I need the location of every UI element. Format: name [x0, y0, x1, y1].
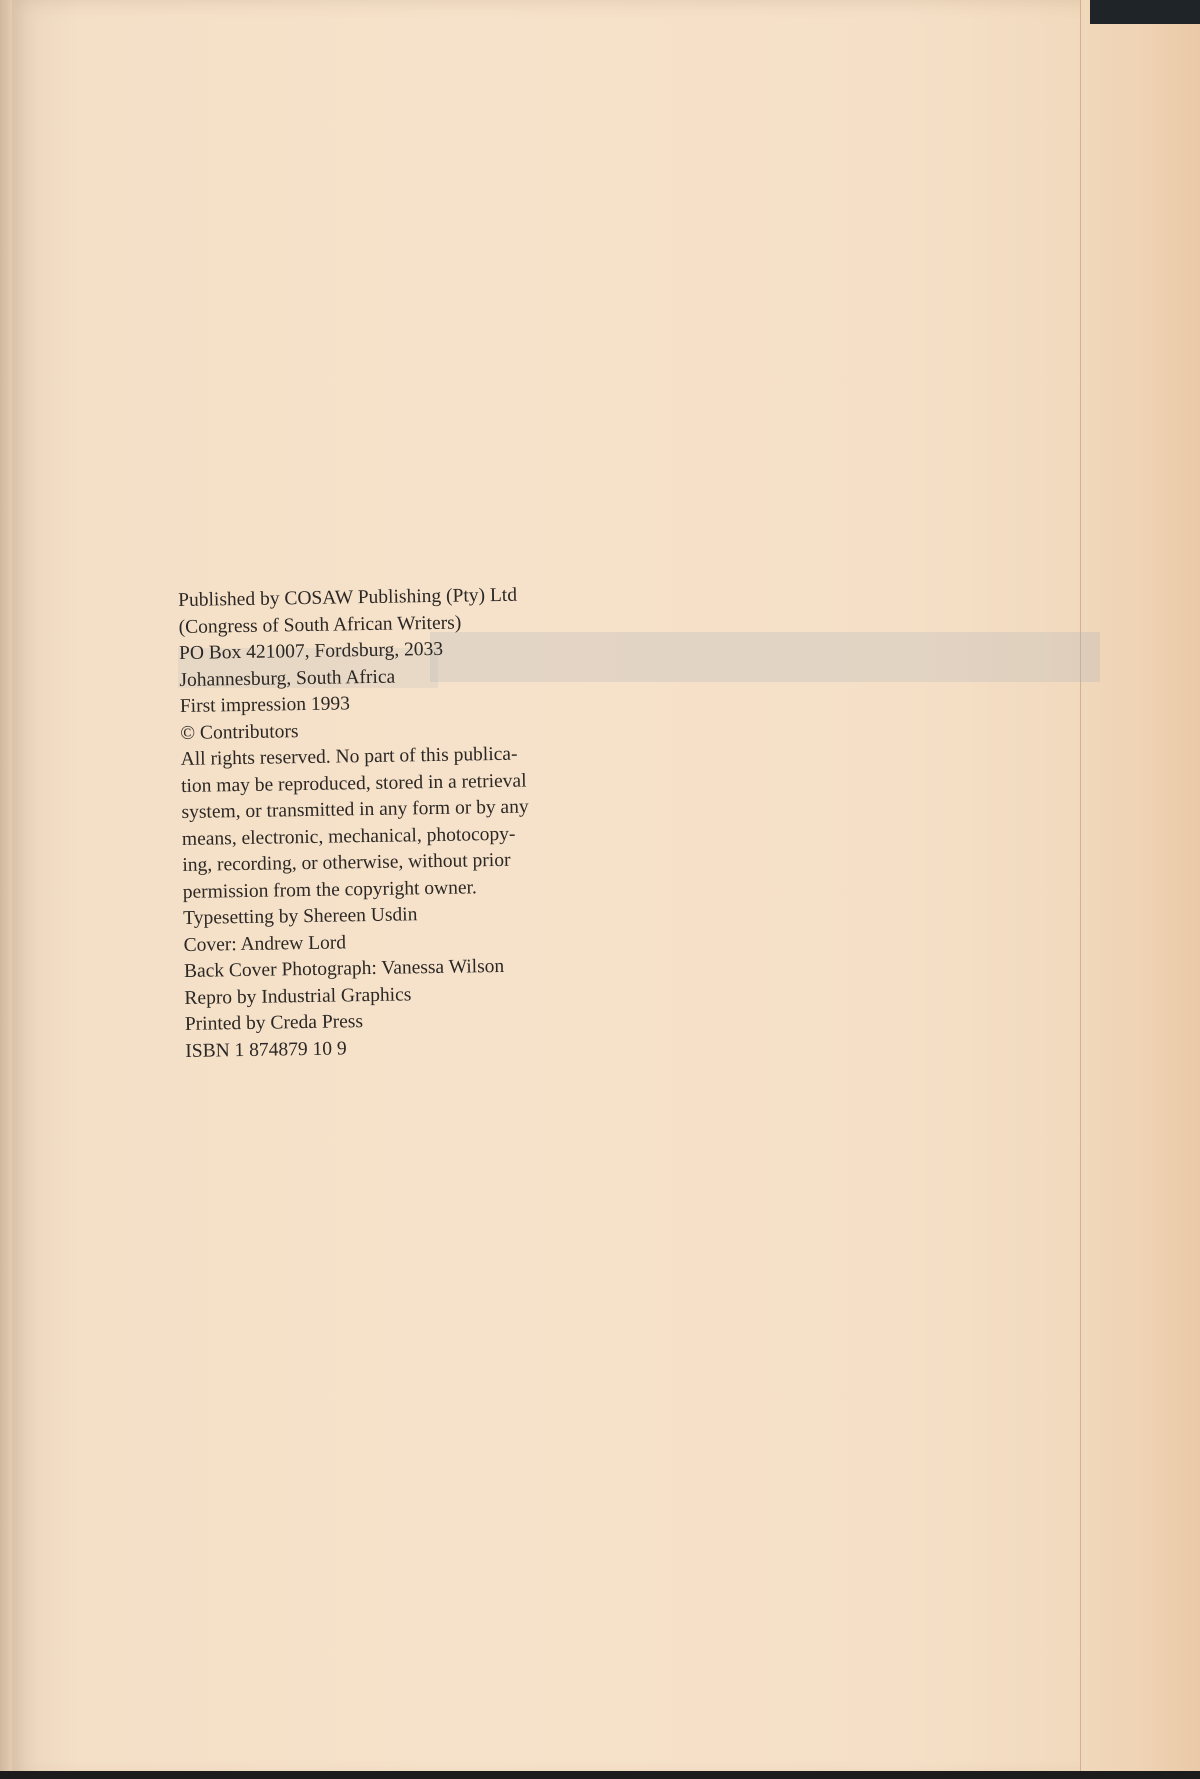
publisher-line: Published by COSAW Publishing (Pty) Ltd [178, 584, 518, 611]
publisher-city: Johannesburg, South Africa [179, 666, 396, 691]
first-impression: First impression 1993 [179, 693, 351, 717]
scan-corner-shadow [1090, 0, 1200, 24]
rights-block [180, 740, 602, 906]
imprint-text [178, 581, 605, 1065]
scan-bottom-shadow [0, 1771, 1200, 1779]
typesetting-credit: Typesetting by Shereen Usdin [183, 904, 418, 929]
cover-credit: Cover: Andrew Lord [183, 931, 347, 956]
rights-line: permission from the copyright owner. [182, 876, 477, 903]
rights-line: means, electronic, mechanical, photocopy- [181, 823, 516, 850]
copyright-notice: © Contributors [180, 720, 299, 744]
publisher-line: (Congress of South African Writers) [178, 612, 462, 638]
rights-line: All rights reserved. No part of this publica- [180, 743, 518, 770]
publisher-block [178, 581, 600, 694]
repro-credit: Repro by Industrial Graphics [184, 983, 412, 1009]
publisher-address: PO Box 421007, Fordsburg, 2033 [178, 638, 444, 664]
production-block [184, 979, 605, 1039]
printer-credit: Printed by Creda Press [184, 1011, 364, 1035]
isbn: ISBN 1 874879 10 9 [185, 1037, 347, 1062]
credits-block [183, 899, 604, 985]
rights-line: ing, recording, or otherwise, without prior [182, 849, 511, 876]
rights-line: system, or transmitted in any form or by any [181, 796, 529, 823]
page-right-edge [1080, 0, 1200, 1779]
photo-credit: Back Cover Photograph: Vanessa Wilson [183, 955, 505, 982]
rights-line: tion may be reproduced, stored in a retrieval [180, 770, 527, 797]
